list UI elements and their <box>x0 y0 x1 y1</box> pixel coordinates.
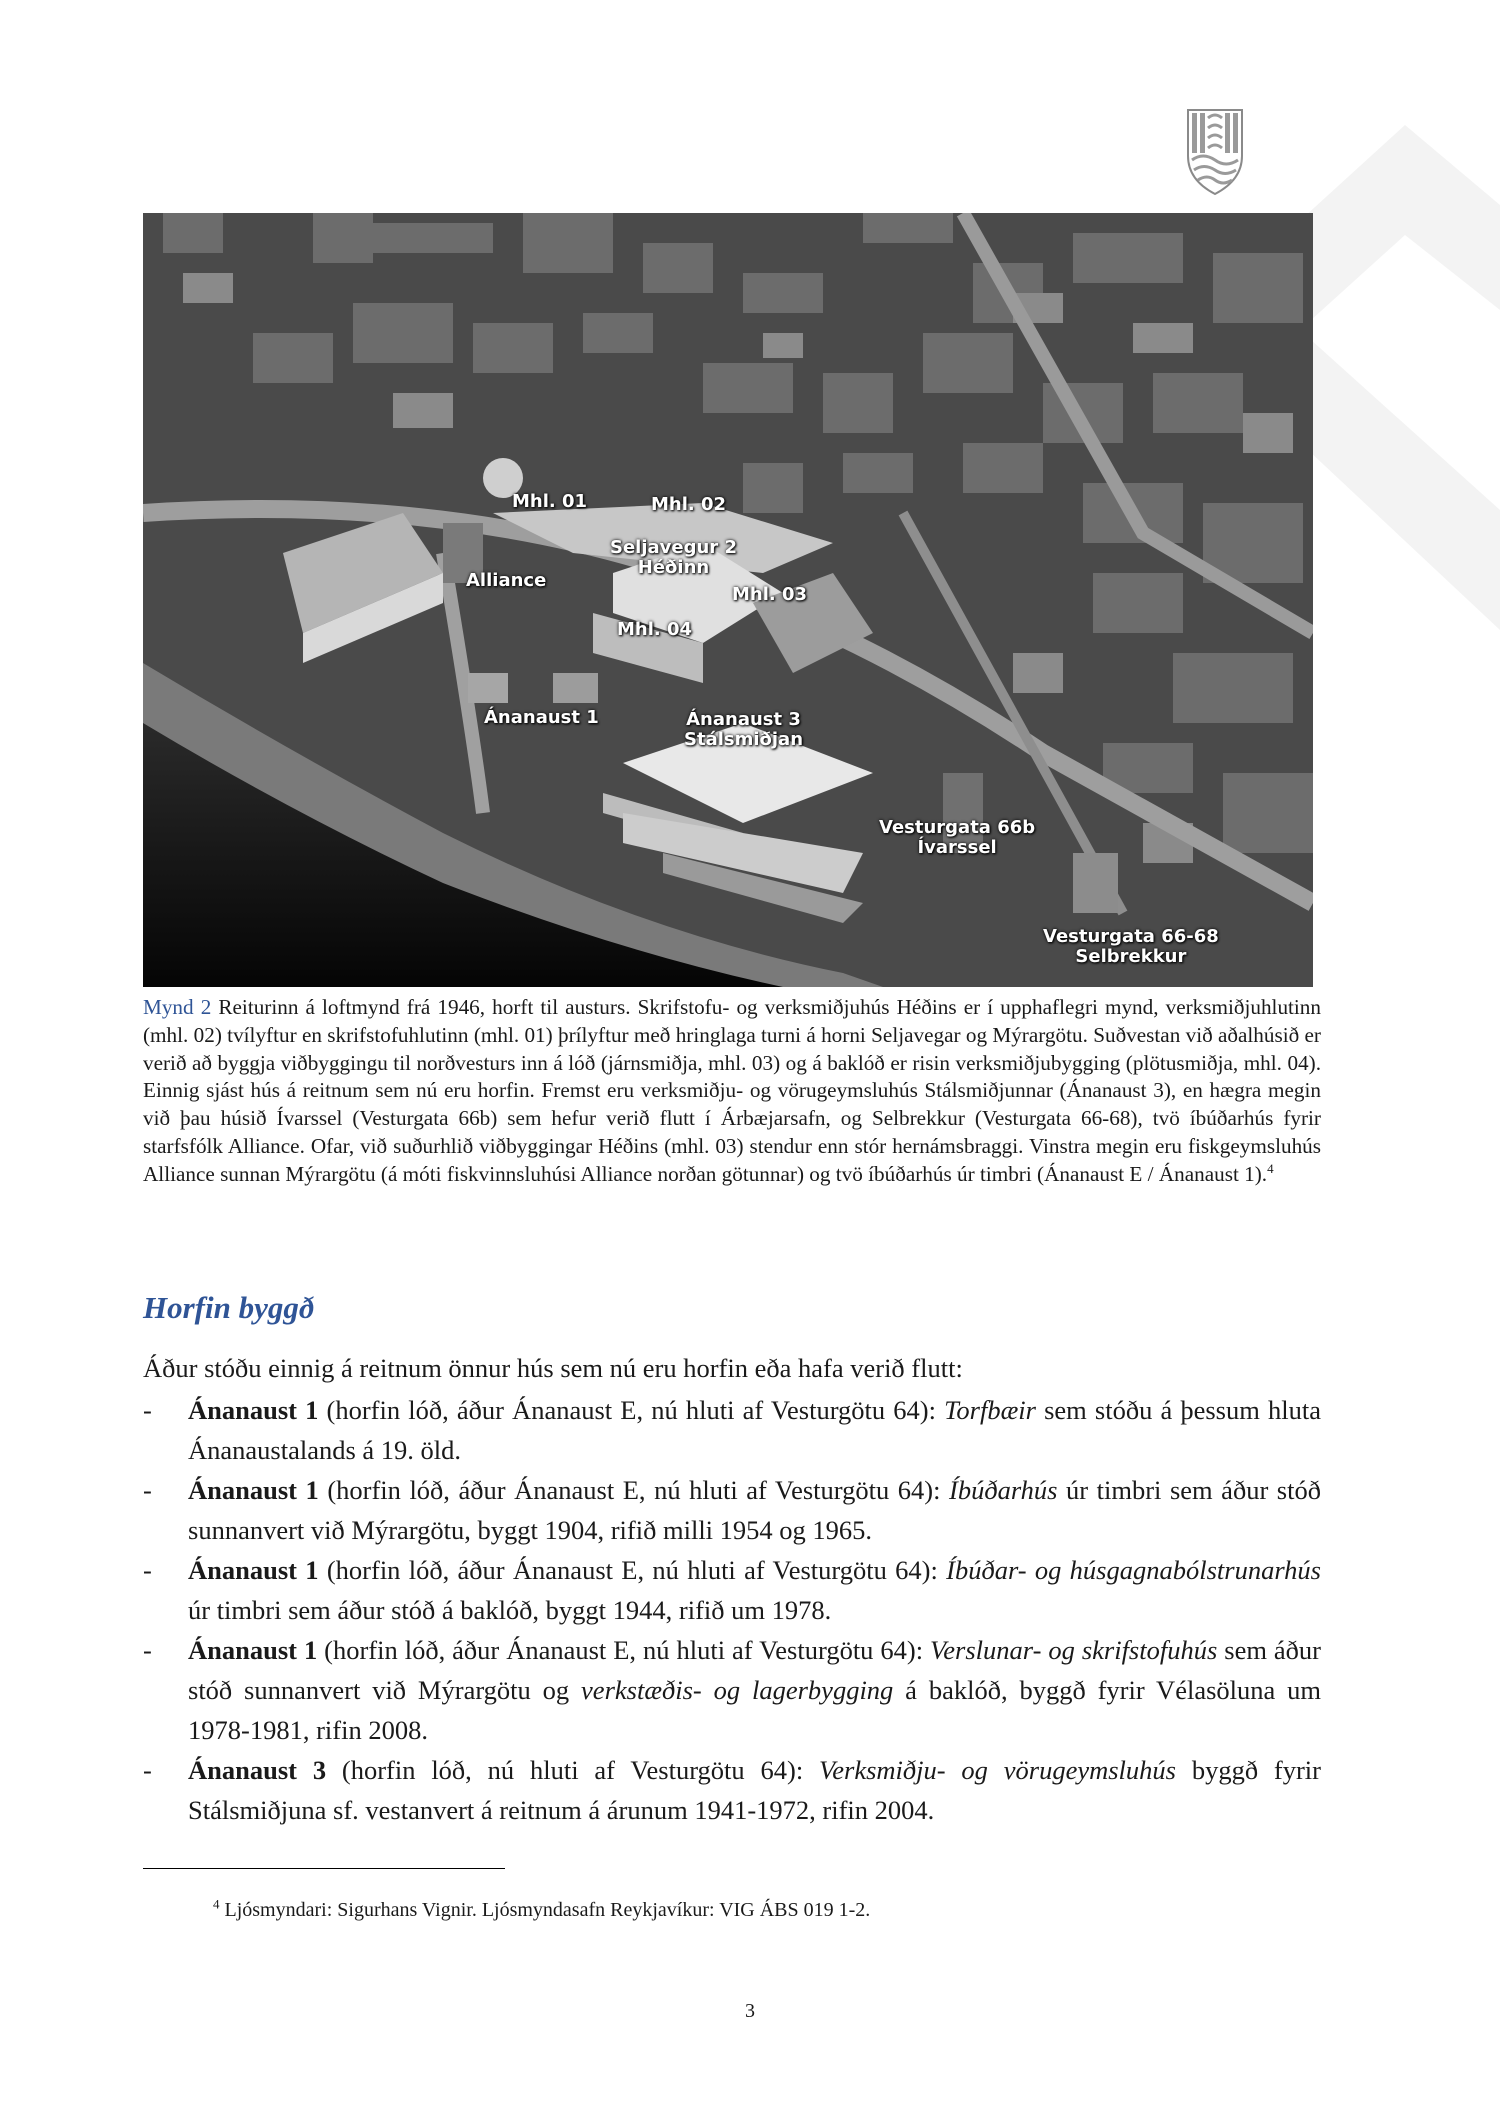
label-seljavegur-2-line2: Héðinn <box>637 557 710 578</box>
label-alliance: Alliance <box>466 570 547 591</box>
item-emphasis: Verslunar- og skrifstofuhús <box>930 1635 1218 1665</box>
section-intro: Áður stóðu einnig á reitnum önnur hús sem nú eru horfin eða hafa verið flutt: <box>143 1353 963 1383</box>
label-seljavegur-2-line1: Seljavegur 2 <box>610 537 737 558</box>
list-item <box>143 1630 1321 1750</box>
label-vesturgata-66-68-line2: Selbrekkur <box>1075 946 1187 967</box>
item-text: (horfin lóð, áður Ánanaust E, nú hluti af Vesturgötu 64): <box>318 1475 949 1505</box>
item-text: úr timbri sem áður stóð sunnanvert við Mýrargötu, byggt 1904, rifið milli 1954 og 1965. <box>188 1475 1321 1545</box>
item-text: sem stóðu á þessum hluta Ánanaustalands á 19. öld. <box>188 1395 1321 1465</box>
figure-caption-text: Reiturinn á loftmynd frá 1946, horft til austurs. Skrifstofu- og verksmiðjuhús Héðins er í upphaflegri mynd, verksmiðjuhlutinn (mhl. 02) tvílyftur en skrifstofuhlutinn (mhl. 01) þrílyftur með hringlaga turni á horni Seljavegar og Mýrargötu. Suðvestan við aðalhúsið er verið að byggja viðbyggingu til norðvesturs inn á lóð (járnsmiðja, mhl. 03) og á baklóð er risin verksmiðjubygging (plötusmiðja, mhl. 04). Einnig sjást hús á reitnum sem nú eru horfin. Fremst eru verksmiðju- og vörugeymsluhús Stálsmiðjunnar (Ánanaust 3), en hægra megin við þau húsið Ívarssel (Vesturgata 66b) sem hefur verið flutt í Árbæjarsafn, og Selbrekkur (Vesturgata 66-68), tvö íbúðarhús fyrir starfsfólk Alliance. Ofar, við suðurhlið viðbyggingar Héðins (mhl. 03) stendur enn stór hernámsbraggi. Vinstra megin eru fiskgeymsluhús Alliance sunnan Mýrargötu (á móti fiskvinnsluhúsi Alliance norðan götunnar) og tvö íbúðarhús úr timbri (Ánanaust E / Ánanaust 1). <box>143 995 1321 1186</box>
list-dash: - <box>143 1755 152 1785</box>
item-text: úr timbri sem áður stóð á baklóð, byggt 1944, rifið um 1978. <box>188 1595 832 1625</box>
list-item <box>143 1750 1321 1830</box>
label-mhl-03: Mhl. 03 <box>732 584 808 605</box>
item-text: (horfin lóð, áður Ánanaust E, nú hluti af Vesturgötu 64): <box>317 1635 931 1665</box>
footnote <box>213 1897 870 1923</box>
label-vesturgata-66-68 <box>1043 927 1219 967</box>
item-emphasis: verkstæðis- og lagerbygging <box>581 1675 894 1705</box>
item-emphasis: Verksmiðju- og vörugeymsluhús <box>819 1755 1176 1785</box>
label-ananaust-3-line1: Ánanaust 3 <box>686 709 801 730</box>
list-item <box>143 1390 1321 1470</box>
footnote-number: 4 <box>213 1896 220 1912</box>
list-dash: - <box>143 1395 152 1425</box>
page-number: 3 <box>745 2000 755 2022</box>
label-vesturgata-66b-line2: Ívarssel <box>917 837 997 858</box>
list-dash: - <box>143 1635 152 1665</box>
label-seljavegur-2 <box>610 538 737 578</box>
label-vesturgata-66b-line1: Vesturgata 66b <box>879 817 1036 838</box>
figure-label: Mynd 2 <box>143 995 212 1019</box>
item-text: byggð fyrir Stálsmiðjuna sf. vestanvert á reitnum á árunum 1941-1972, rifin 2004. <box>188 1755 1321 1825</box>
coat-of-arms-logo <box>1186 108 1244 196</box>
list-item <box>143 1470 1321 1550</box>
label-ananaust-3-line2: Stálsmiðjan <box>684 729 804 750</box>
list-item <box>143 1550 1321 1630</box>
item-title: Ánanaust 1 <box>188 1555 319 1585</box>
footnote-text: Ljósmyndari: Sigurhans Vignir. Ljósmyndasafn Reykjavíkur: VIG ÁBS 019 1-2. <box>219 1899 871 1921</box>
aerial-photograph-1946 <box>143 213 1313 987</box>
item-title: Ánanaust 1 <box>188 1475 319 1505</box>
item-text: sem áður stóð sunnanvert við Mýrargötu og <box>188 1635 1321 1705</box>
item-emphasis: Íbúðar- og húsgagnabólstrunarhús <box>946 1555 1321 1585</box>
item-text: (horfin lóð, áður Ánanaust E, nú hluti af Vesturgötu 64): <box>318 1395 945 1425</box>
list-dash: - <box>143 1475 152 1505</box>
footnote-reference[interactable]: 4 <box>1267 1160 1274 1176</box>
list-dash: - <box>143 1555 152 1585</box>
label-mhl-04: Mhl. 04 <box>617 619 693 640</box>
label-mhl-01: Mhl. 01 <box>512 491 588 512</box>
item-title: Ánanaust 1 <box>188 1395 319 1425</box>
item-title: Ánanaust 1 <box>188 1635 318 1665</box>
removed-buildings-list <box>143 1390 1321 1830</box>
item-title: Ánanaust 3 <box>188 1755 327 1785</box>
label-vesturgata-66-68-line1: Vesturgata 66-68 <box>1043 926 1219 947</box>
label-ananaust-3 <box>684 710 803 750</box>
item-text: (horfin lóð, nú hluti af Vesturgötu 64): <box>326 1755 820 1785</box>
aerial-photo-drawing <box>143 213 1313 987</box>
figure-caption <box>143 994 1321 1189</box>
item-emphasis: Torfbæir <box>944 1395 1036 1425</box>
label-ananaust-1: Ánanaust 1 <box>484 707 599 728</box>
label-vesturgata-66b <box>879 818 1035 858</box>
item-text: (horfin lóð, áður Ánanaust E, nú hluti af Vesturgötu 64): <box>318 1555 947 1585</box>
item-emphasis: Íbúðarhús <box>949 1475 1058 1505</box>
section-heading: Horfin byggð <box>143 1290 315 1325</box>
item-text: á baklóð, byggð fyrir Vélasöluna um 1978-1981, rifin 2008. <box>188 1675 1321 1745</box>
footnote-separator <box>143 1868 505 1869</box>
label-mhl-02: Mhl. 02 <box>651 494 727 515</box>
